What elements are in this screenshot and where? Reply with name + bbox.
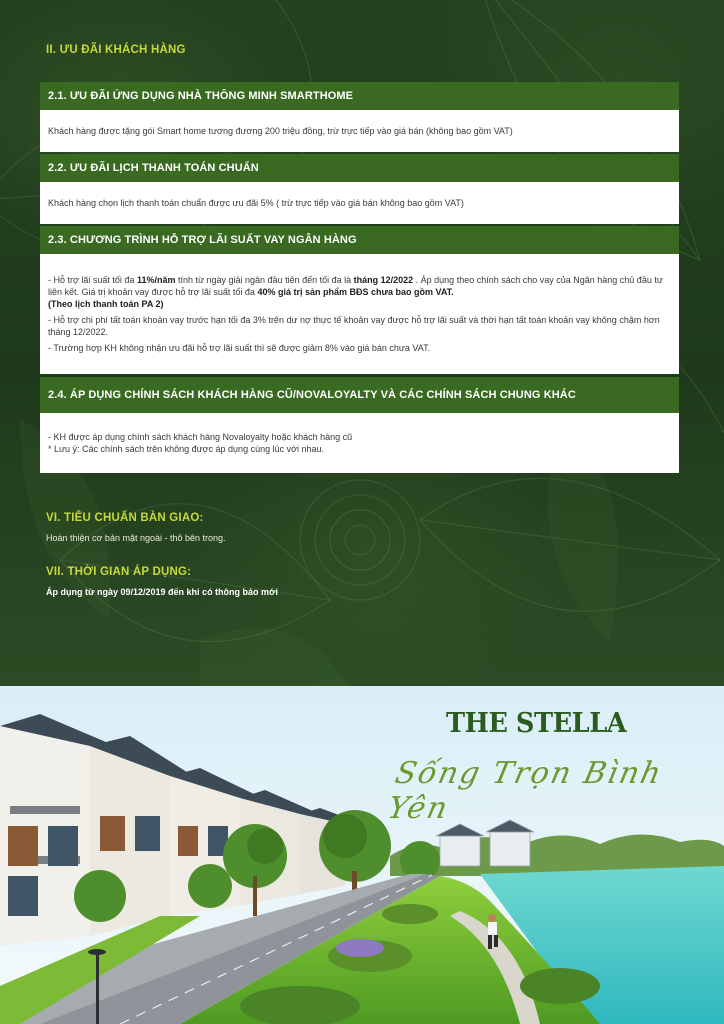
discount-alternative-paragraph: - Trường hợp KH không nhận ưu đãi hỗ trợ lãi suất thì sẽ được giảm 8% vào giá bán chưa VAT. [48,343,431,354]
smarthome-offer-box [40,82,679,152]
box-content [40,182,679,224]
policy-line: - KH được áp dụng chính sách khách hàng Novaloyalty hoặc khách hàng cũ [48,431,353,442]
box-content [40,110,679,152]
section-7-title: VII. THỜI GIAN ÁP DỤNG: [46,566,192,578]
box-heading: 2.3. CHƯƠNG TRÌNH HỖ TRỢ LÃI SUẤT VAY NGÂN HÀNG [40,226,679,254]
handover-standard-text: Hoàn thiện cơ bản mặt ngoài - thô bên trong. [46,533,226,543]
offer-text: Khách hàng chọn lịch thanh toán chuẩn được ưu đãi 5% ( trừ trực tiếp vào giá bán không bao gồm VAT) [48,197,464,208]
effective-date-text: Áp dụng từ ngày 09/12/2019 đến khi có thông báo mới [46,587,278,597]
loyalty-policy-box [40,377,679,473]
early-settlement-paragraph: - Hỗ trợ chi phí tất toán khoản vay trước hạn tối đa 3% trên dư nợ thực tế khoản vay được hỗ trợ lãi suất và thời hạn tất toán khoản vay không chậm hơn tháng 12/2022. [48,315,660,338]
interest-rate: 11%/năm [136,274,176,285]
box-heading: 2.2. ƯU ĐÃI LỊCH THANH TOÁN CHUẨN [40,154,679,182]
box-content [40,254,679,374]
deadline: tháng 12/2022 [353,274,414,285]
interest-support-paragraph [48,274,671,310]
payment-schedule-offer-box [40,154,679,224]
policy-note: * Lưu ý: Các chính sách trên không được áp dụng cùng lúc với nhau. [48,444,325,454]
the-stella-logo: THE STELLA [446,708,627,739]
text-run: tính từ ngày giải ngân đầu tiên đến tối đa là [175,274,354,285]
section-2-title: II. ƯU ĐÃI KHÁCH HÀNG [46,44,186,56]
box-heading: 2.1. ƯU ĐÃI ỨNG DỤNG NHÀ THÔNG MINH SMARTHOME [40,82,679,110]
section-6-title: VI. TIÊU CHUẨN BÀN GIAO: [46,512,204,524]
offer-text: Khách hàng được tặng gói Smart home tương đương 200 triệu đồng, trừ trực tiếp vào giá bán (không bao gồm VAT) [48,125,513,136]
brand-slogan: Sống Trọn Bình Yên [384,756,666,826]
text-run: - Hỗ trợ lãi suất tối đa [48,274,137,285]
payment-plan-note: (Theo lịch thanh toán PA 2) [48,298,164,309]
loan-limit: 40% giá trị sản phẩm BĐS chưa bao gồm VAT. [257,286,454,297]
text-run: . Áp dụng theo chính sách cho vay của Ngân hàng chủ đầu tư liên kết. Giá trị khoản vay được hỗ trợ lãi suất tối đa [48,274,663,297]
box-content [40,413,679,473]
loan-interest-support-box [40,226,679,374]
box-heading: 2.4. ÁP DỤNG CHÍNH SÁCH KHÁCH HÀNG CŨ/NOVALOYALTY VÀ CÁC CHÍNH SÁCH CHUNG KHÁC [40,377,679,413]
